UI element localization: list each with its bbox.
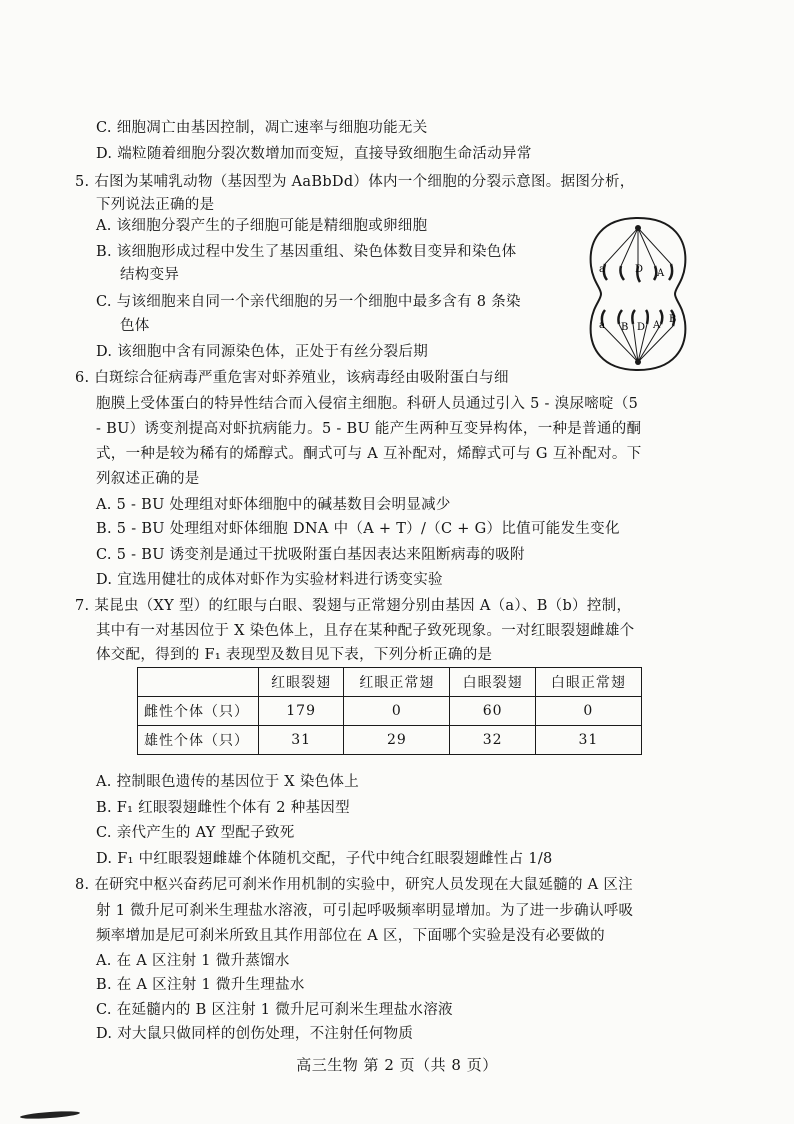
table-cell: 0: [344, 697, 450, 726]
cell-division-figure: [583, 214, 693, 374]
q8-stem-2: 射 1 微升尼可刹米生理盐水溶液，可引起呼吸频率明显增加。为了进一步确认呼吸: [96, 903, 634, 919]
q6-stem-3: - BU）诱变剂提高对虾抗病能力。5 - BU 能产生两种互变异构体，一种是普通的酮: [96, 421, 642, 437]
page-footer: 高三生物 第 2 页（共 8 页）: [296, 1056, 498, 1074]
q4-option-d: D. 端粒随着细胞分裂次数增加而变短，直接导致细胞生命活动异常: [96, 146, 532, 162]
q7-stem-3: 体交配，得到的 F₁ 表现型及数目见下表，下列分析正确的是: [96, 647, 493, 663]
table-header-cell: 白眼裂翅: [450, 668, 535, 697]
table-row-label: 雌性个体（只）: [138, 697, 259, 726]
q6-option-b: B. 5 - BU 处理组对虾体细胞 DNA 中（A + T）/（C + G）比值可能发生变化: [96, 521, 620, 537]
q5-option-c-1: C. 与该细胞来自同一个亲代细胞的另一个细胞中最多含有 8 条染: [96, 294, 521, 310]
q8-stem-3: 频率增加是尼可刹米所致且其作用部位在 A 区，下面哪个实验是没有必要做的: [96, 928, 605, 944]
q7-option-a: A. 控制眼色遗传的基因位于 X 染色体上: [96, 774, 360, 790]
table-header-cell: [138, 668, 259, 697]
q5-option-a: A. 该细胞分裂产生的子细胞可能是精细胞或卵细胞: [96, 218, 428, 234]
q6-stem-5: 列叙述正确的是: [96, 471, 200, 487]
label-a-bottom: a: [599, 320, 605, 331]
q5-stem-1: 5. 右图为某哺乳动物（基因型为 AaBbDd）体内一个细胞的分裂示意图。据图分析，: [75, 174, 635, 190]
q7-option-d: D. F₁ 中红眼裂翅雌雄个体随机交配，子代中纯合红眼裂翅雌性占 1/8: [96, 851, 553, 867]
q6-option-c: C. 5 - BU 诱变剂是通过干扰吸附蛋白基因表达来阻断病毒的吸附: [96, 547, 525, 563]
cell-division-diagram: [583, 214, 693, 378]
table-header-cell: 红眼正常翅: [344, 668, 450, 697]
q6-option-d: D. 宜选用健壮的成体对虾作为实验材料进行诱变实验: [96, 572, 443, 588]
q7-option-b: B. F₁ 红眼裂翅雌性个体有 2 种基因型: [96, 800, 350, 816]
q7-stem-1: 7. 某昆虫（XY 型）的红眼与白眼、裂翅与正常翅分别由基因 A（a）、B（b）控制，: [75, 598, 632, 614]
table-cell: 0: [535, 697, 641, 726]
label-a-upper-bottom: A: [653, 320, 661, 331]
q5-option-b-2: 结构变异: [120, 267, 180, 283]
scan-artifact: [20, 1110, 80, 1120]
q7-option-c: C. 亲代产生的 AY 型配子致死: [96, 825, 295, 841]
table-cell: 32: [450, 726, 535, 755]
table-row: [138, 697, 642, 726]
q6-stem-4: 式，一种是较为稀有的烯醇式。酮式可与 A 互补配对，烯醇式可与 G 互补配对。下: [96, 446, 642, 462]
label-b-upper-bottom: B: [669, 314, 677, 325]
q6-stem-2: 胞膜上受体蛋白的特异性结合而入侵宿主细胞。科研人员通过引入 5 - 溴尿嘧啶（5: [96, 396, 639, 412]
table-cell: 31: [259, 726, 344, 755]
table-cell: 29: [344, 726, 450, 755]
table-header-row: [138, 668, 642, 697]
q5-stem-2: 下列说法正确的是: [96, 197, 215, 213]
label-d-bottom: D: [637, 322, 646, 333]
q8-stem-1: 8. 在研究中枢兴奋药尼可刹米作用机制的实验中，研究人员发现在大鼠延髓的 A 区注: [75, 877, 633, 893]
q5-option-d: D. 该细胞中含有同源染色体，正处于有丝分裂后期: [96, 344, 429, 360]
label-a-top: a: [599, 264, 605, 275]
q4-option-c: C. 细胞凋亡由基因控制，凋亡速率与细胞功能无关: [96, 120, 428, 136]
table-row: [138, 726, 642, 755]
q6-option-a: A. 5 - BU 处理组对虾体细胞中的碱基数目会明显减少: [96, 497, 451, 513]
label-a-upper-top: A: [657, 268, 665, 279]
q8-option-b: B. 在 A 区注射 1 微升生理盐水: [96, 977, 305, 993]
q7-stem-2: 其中有一对基因位于 X 染色体上，且存在某种配子致死现象。一对红眼裂翅雌雄个: [96, 623, 635, 639]
table-cell: 179: [259, 697, 344, 726]
table-row-label: 雄性个体（只）: [138, 726, 259, 755]
q5-option-b-1: B. 该细胞形成过程中发生了基因重组、染色体数目变异和染色体: [96, 244, 517, 260]
table-cell: 31: [535, 726, 641, 755]
q5-option-c-2: 色体: [120, 318, 150, 334]
q8-option-d: D. 对大鼠只做同样的创伤处理，不注射任何物质: [96, 1026, 414, 1042]
table-cell: 60: [450, 697, 535, 726]
table-header-cell: 红眼裂翅: [259, 668, 344, 697]
q6-stem-1: 6. 白斑综合征病毒严重危害对虾养殖业，该病毒经由吸附蛋白与细: [75, 370, 509, 386]
q8-option-a: A. 在 A 区注射 1 微升蒸馏水: [96, 953, 290, 969]
label-d-top: D: [635, 264, 644, 275]
label-b-bottom: B: [621, 322, 629, 333]
table-header-cell: 白眼正常翅: [535, 668, 641, 697]
f1-phenotype-table: [137, 667, 642, 755]
q8-option-c: C. 在延髓内的 B 区注射 1 微升尼可刹米生理盐水溶液: [96, 1002, 453, 1018]
